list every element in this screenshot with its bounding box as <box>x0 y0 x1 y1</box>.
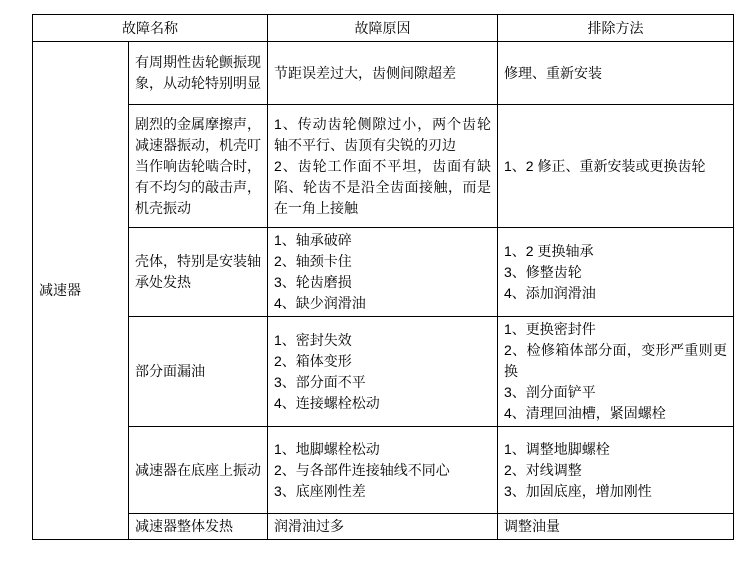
cause-line: 3、轮齿磨损 <box>274 274 352 290</box>
cause-line: 1、地脚螺栓松动 <box>274 440 380 457</box>
fault-name-cell: 剧烈的金属摩擦声，减速器振动，机壳叮当作响齿轮啮合时，有不均匀的敲击声，机壳振动 <box>129 105 268 228</box>
remedy-line: 3、修整齿轮 <box>504 263 582 280</box>
remedy-line: 1、2 更换轴承 <box>504 242 594 259</box>
fault-name-cell: 部分面漏油 <box>129 317 268 427</box>
remedy-cell <box>498 42 734 105</box>
remedy-cell <box>498 317 734 427</box>
col-header-remedy: 排除方法 <box>498 15 734 42</box>
cause-line: 1、密封失效 <box>274 331 352 348</box>
fault-name-cell: 减速器在底座上振动 <box>129 427 268 514</box>
equipment-name-cell: 减速器 <box>33 42 129 540</box>
remedy-cell <box>498 105 734 228</box>
cause-line: 3、部分面不平 <box>274 373 366 390</box>
fault-cause-cell <box>268 105 498 228</box>
cause-line: 1、传动齿轮侧隙过小，两个齿轮轴不平行、齿顶有尖锐的刃边 <box>274 115 491 153</box>
fault-cause-cell <box>268 514 498 540</box>
remedy-line: 3、剖分面铲平 <box>504 384 596 400</box>
header-row <box>33 15 734 42</box>
col-header-fault-name: 故障名称 <box>33 15 268 42</box>
remedy-line: 1、调整地脚螺栓 <box>504 440 610 457</box>
table-row <box>33 317 734 427</box>
fault-cause-cell <box>268 228 498 317</box>
remedy-line: 修理、重新安装 <box>504 64 602 81</box>
remedy-line: 3、加固底座，增加刚性 <box>504 482 652 499</box>
remedy-line: 4、添加润滑油 <box>504 284 596 301</box>
cause-line: 1、轴承破碎 <box>274 232 352 248</box>
remedy-line: 2、检修箱体部分面，变形严重则更换 <box>504 342 727 379</box>
remedy-cell <box>498 427 734 514</box>
fault-cause-cell <box>268 427 498 514</box>
cause-line: 4、连接螺栓松动 <box>274 394 380 411</box>
cause-line: 4、缺少润滑油 <box>274 295 366 311</box>
remedy-line: 2、对线调整 <box>504 461 582 478</box>
cause-line: 3、底座刚性差 <box>274 482 366 499</box>
cause-line: 2、轴颈卡住 <box>274 253 352 269</box>
fault-name-cell: 有周期性齿轮颤振现象，从动轮特别明显 <box>129 42 268 105</box>
fault-table <box>32 14 734 540</box>
fault-name-cell: 减速器整体发热 <box>129 514 268 540</box>
cause-line: 2、齿轮工作面不平坦，齿面有缺陷、轮齿不是沿全齿面接触，而是在一角上接触 <box>274 157 491 216</box>
remedy-line: 1、2 修正、重新安装或更换齿轮 <box>504 157 706 174</box>
cause-line: 2、箱体变形 <box>274 352 352 369</box>
col-header-fault-cause: 故障原因 <box>268 15 498 42</box>
fault-cause-cell <box>268 317 498 427</box>
table-row <box>33 427 734 514</box>
remedy-line: 4、清理回油槽，紧固螺栓 <box>504 405 666 421</box>
cause-line: 节距误差过大，齿侧间隙超差 <box>274 64 456 81</box>
table-row <box>33 514 734 540</box>
cause-line: 2、与各部件连接轴线不同心 <box>274 461 450 478</box>
remedy-cell <box>498 228 734 317</box>
table-row <box>33 105 734 228</box>
table-row <box>33 42 734 105</box>
remedy-line: 1、更换密封件 <box>504 321 596 337</box>
fault-cause-cell <box>268 42 498 105</box>
table-row <box>33 228 734 317</box>
fault-name-cell: 壳体，特别是安装轴承处发热 <box>129 228 268 317</box>
remedy-cell <box>498 514 734 540</box>
remedy-line: 调整油量 <box>504 518 560 534</box>
cause-line: 润滑油过多 <box>274 518 344 534</box>
